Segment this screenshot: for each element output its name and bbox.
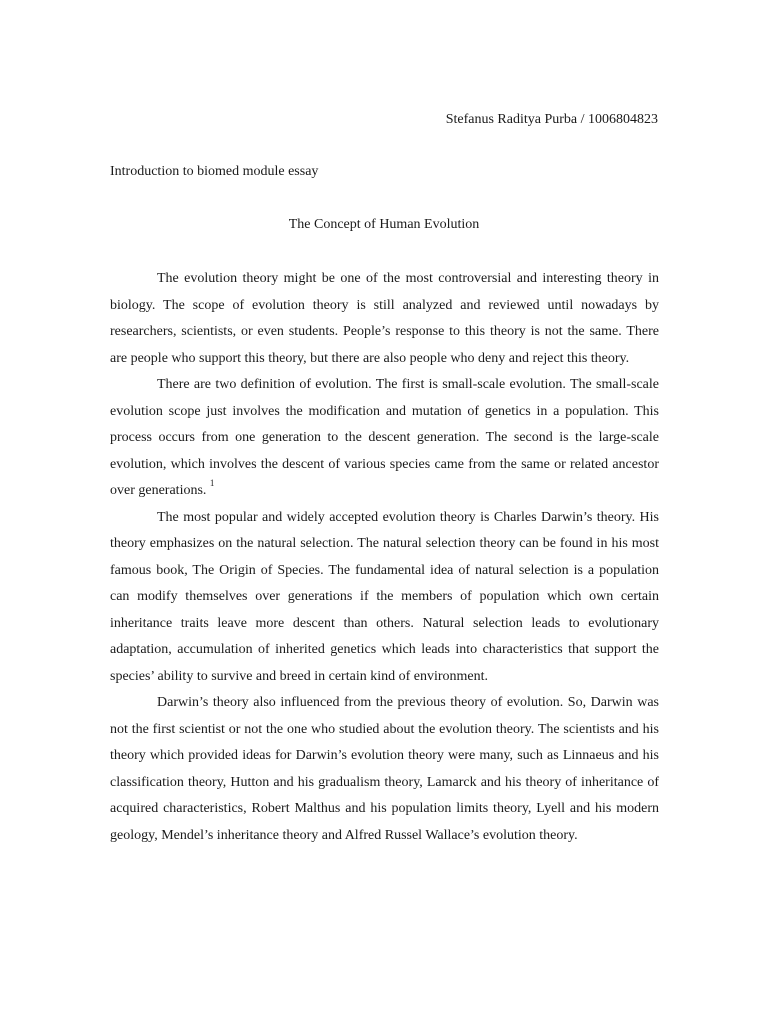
- paragraph: The evolution theory might be one of the most controversial and interesting theory in biology. The scope of evolution theory is still analyzed and reviewed until nowadays by researchers, scientists, or even students. People’s response to this theory is not the same. There are people who support this theory, but there are also people who deny and reject this theory.: [110, 271, 659, 366]
- paragraph: The most popular and widely accepted evolution theory is Charles Darwin’s theory. His theory emphasizes on the natural selection. The natural selection theory can be found in his most famous book, The Origin of Species. The fundamental idea of natural selection is a population can modify themselves over generations if the members of population which own certain inheritance traits leave more descent than others. Natural selection leads to evolutionary adaptation, accumulation of inherited genetics which leads into characteristics that support the species’ ability to survive and breed in certain kind of environment.: [110, 509, 659, 684]
- essay-body: [110, 266, 659, 849]
- paragraph: [110, 372, 659, 505]
- paragraph-text: There are two definition of evolution. The first is small-scale evolution. The small-scale evolution scope just involves the modification and mutation of genetics in a population. This process occurs from one generation to the descent generation. The second is the large-scale evolution, which involves the descent of various species came from the same or related ancestor over generations.: [110, 377, 659, 498]
- page-title: The Concept of Human Evolution: [288, 217, 480, 232]
- course-line: Introduction to biomed module essay: [110, 164, 319, 179]
- paragraph: Darwin’s theory also influenced from the previous theory of evolution. So, Darwin was not the first scientist or not the one who studied about the evolution theory. The scientists and his theory which provided ideas for Darwin’s evolution theory were many, such as Linnaeus and his classification theory, Hutton and his gradualism theory, Lamarck and his theory of inheritance of acquired characteristics, Robert Malthus and his population limits theory, Lyell and his modern geology, Mendel’s inheritance theory and Alfred Russel Wallace’s evolution theory.: [110, 695, 659, 843]
- author-line: Stefanus Raditya Purba / 1006804823: [445, 112, 658, 127]
- footnote-marker[interactable]: 1: [209, 478, 215, 488]
